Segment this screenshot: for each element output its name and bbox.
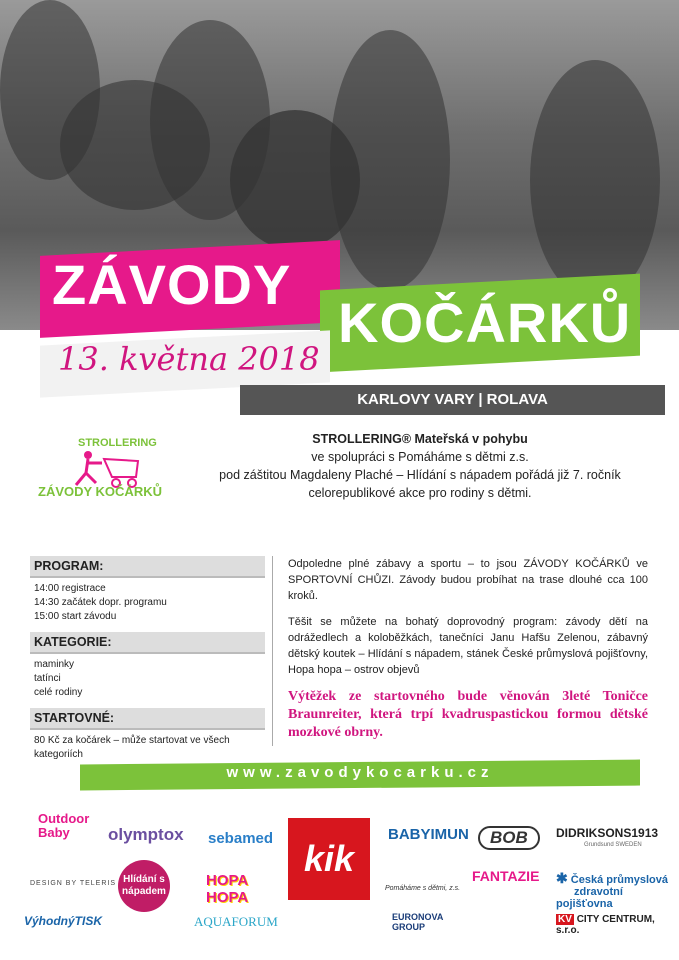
main-paragraph-2: Těšit se můžete na bohatý doprovodný program: závody dětí na odrážedlech a koloběžkách, tanečníci Janu Hafšu Zelenou, zábavný dětský koutek – Hlídání s nápadem, stánek České průmyslová pojišťovny, Hopa hopa – ostrov objevů [288,616,648,676]
kategorie-heading: KATEGORIE: [30,632,265,654]
outdoor-baby-logo: Outdoor Baby [38,811,90,840]
kategorie-item: tatínci [34,673,61,684]
fantazie-logo: FANTAZIE [472,868,540,884]
aquaforum-logo: AQUAFORUM [194,914,278,929]
donation-text: Výtěžek ze startovného bude věnován 3leté Toničce Braunreiter, která trpí kvadruspastickou formou dětské mozkové obrny. [288,689,648,740]
kategorie-item: celé rodiny [34,687,83,698]
title-line1: ZÁVODY [52,253,292,316]
cpp-line2: zdravotní pojišťovna [556,886,623,910]
intro-line2: ve spolupráci s Pomáháme s dětmi z.s. [311,450,529,464]
city-centrum-logo [556,914,679,936]
program-item: 14:00 registrace [34,583,106,594]
didriksons-logo: DIDRIKSONS1913 [556,826,659,840]
program-section [30,556,265,628]
cpp-line1: Česká průmyslová [570,874,669,886]
hlidani-logo: Hlídání s nápadem [118,860,170,912]
cpp-logo [556,872,679,910]
cpp-dots-icon: ✱ [556,870,568,886]
main-text [288,556,648,752]
intro-line1: STROLLERING® Mateřská v pohybu [312,432,528,446]
babyimun-logo: BABYIMUN [388,826,469,843]
kategorie-section [30,632,265,704]
didriksons-sub: Grundsund SWEDEN [584,842,642,848]
event-logo [38,437,188,507]
title-line2: KOČÁRKŮ [338,291,632,354]
kik-logo: kik [288,818,370,900]
main-paragraph-1: Odpoledne plné zábavy a sportu – to jsou ZÁVODY KOČÁRKŮ ve SPORTOVNÍ CHŮZI. Závody budou probíhat na trase dlouhé cca 100 kroků. [288,558,648,602]
bob-logo: BOB [478,826,540,850]
logo-top-text: STROLLERING [78,437,157,449]
startovne-heading: STARTOVNÉ: [30,708,265,730]
logo-bottom-text: ZÁVODY KOČÁRKŮ [38,484,162,499]
startovne-section [30,708,265,766]
kategorie-item: maminky [34,659,75,670]
vyhodny-tisk-logo: VýhodnýTISK [24,914,103,928]
program-heading: PROGRAM: [30,556,265,578]
intro-text [190,430,650,502]
column-divider [272,556,273,746]
intro-line3: pod záštitou Magdaleny Plaché – Hlídání s nápadem pořádá již 7. ročník [219,468,621,482]
hopa-hopa-logo: HOPA HOPA [206,872,249,906]
sebamed-logo: sebamed [208,830,274,847]
euronova-logo: EURONOVA GROUP [392,912,444,932]
startovne-text: 80 Kč za kočárek – může startovat ve všech kategoriích [34,735,230,760]
event-date: 13. května 2018 [58,340,320,378]
city-centrum-text: CITY CENTRUM, s.r.o. [556,914,655,936]
intro-line4: celorepublikové akce pro rodiny s dětmi. [308,486,532,500]
kv-badge: KV [558,914,572,925]
event-location: KARLOVY VARY | ROLAVA [240,385,665,415]
olymptox-logo: olymptox [108,825,184,844]
stroller-runner-icon [68,449,148,489]
design-credit: DESIGN BY TELERIS [30,880,116,887]
pomahame-logo: Pomáháme s dětmi, z.s. [385,885,461,892]
program-item: 14:30 začátek dopr. programu [34,597,167,608]
program-item: 15:00 start závodu [34,611,117,622]
website-link[interactable]: www.zavodykocarku.cz [226,764,494,781]
